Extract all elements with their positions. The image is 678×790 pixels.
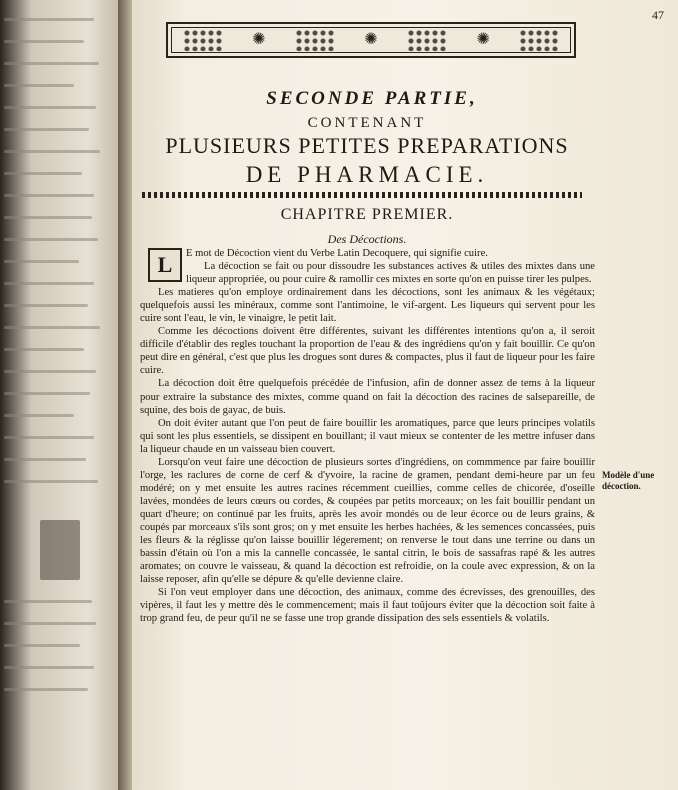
ornament-pattern — [407, 29, 447, 51]
paragraph: Les matieres qu'on employe ordinairement dans les décoctions, sont les animaux & les végétaux; quelquefois aussi les minéraux, comme sont l'antimoine, le vif-argent. Les liqueurs qui servent pour les cuire sont l'eau, le vin, le vinaigre, le petit lait. — [140, 287, 595, 325]
paragraph: Si l'on veut employer dans une décoction, des animaux, comme des écrevisses, des grenouilles, des vipères, il faut les y mettre dès le commencement; mais il faut toûjours éviter que la décoction soit faite à trop grand feu, de peur qu'il ne se fasse une trop grande dissipation des sels essentiels & volatils. — [140, 587, 595, 625]
chapter-heading: CHAPITRE PREMIER. — [280, 206, 454, 223]
part-title: SECONDE PARTIE, — [266, 88, 478, 109]
main-title-line1: PLUSIEURS PETITES PREPARATIONS — [165, 133, 569, 158]
margin-note: Modèle d'une décoction. — [602, 470, 655, 491]
paragraph: Lorsqu'on veut faire une décoction de plusieurs sortes d'ingrédiens, on commmence par faire bouillir l'orge, les raclures de corne de cerf & d'yvoire, la racine de gramen, pendant demi-heure par un feu modéré; on y met ensuite les autres racines récemment cueillies, comme celles de chicorée, d'oseille lavées, mondées de leurs cœurs ou cordes, & coupées par petits morceaux; on les fait bouillir pendant un quart d'heure; on continué par les fruits, après les avoir mondés ou de leur écorce ou de leurs grains, & coupés par morceaux s'ils sont gros; on y met ensuite les herbes hachées, & les semences concassées, puis les fleurs & la réglisse qu'on laisse bouillir légerement; on renverse le tout dans une terrine ou dans un bassin d'étain où l'on a mis la cannelle concassée, le santal citrin, le bois de sassafras rapé & les autres aromates; on couvre le vaisseau, & quand la décoction est refroidie, on la coule avec expression, & on la laisse reposer, afin qu'elle se dépure & qu'elle devienne claire. — [140, 456, 595, 586]
paragraph: On doit éviter autant que l'on peut de faire bouillir les aromatiques, parce que leurs principes volatils qui sont les plus essentiels, se dissipent en bouillant; il vaut mieux se contenter de les mettre infuser dans la liqueur chaude en un vaisseau bien couvert. — [140, 417, 595, 455]
paragraph: La décoction doit être quelquefois précédée de l'infusion, afin de donner assez de tems à la liqueur pour extraire la substance des mixtes, comme quand on fait la décoction des racines de salsepareille, de squine, des bois de gayac, de buis. — [140, 378, 595, 416]
subtitle: CONTENANT — [307, 115, 427, 131]
ornament-pattern — [183, 29, 223, 51]
body-text — [140, 247, 595, 625]
page-number: 47 — [652, 8, 664, 22]
paragraph: E mot de Décoction vient du Verbe Latin Decoquere, qui signifie cuire. — [186, 248, 488, 259]
paragraph: Comme les décoctions doivent être différentes, suivant les différentes intentions qu'on a, il seroit difficile d'établir des regles touchant la proportion de l'eau & des ingrédiens qu'on y fait bouillir. Ce qu'on peut dire en général, c'est que plus les drogues sont dures & compactes, plus il faut de liqueur pour les faire cuire. — [140, 326, 595, 377]
ornament-pattern — [295, 29, 335, 51]
paragraph: La décoction se fait ou pour dissoudre les substances actives & utiles des mixtes dans une liqueur appropriée, ou pour cuire & ramollir ces mixtes en sorte qu'on en puisse tirer les pulpes. — [186, 261, 595, 286]
ornamental-rule — [142, 192, 582, 198]
main-title-line2: DE PHARMACIE. — [245, 162, 489, 187]
ornament-pattern — [519, 29, 559, 51]
header-ornament — [166, 22, 576, 58]
ornament-flower-icon: ✺ — [476, 31, 490, 48]
left-page-blurred — [0, 0, 125, 790]
ornament-flower-icon: ✺ — [252, 31, 266, 48]
section-heading: Des Décoctions. — [327, 232, 407, 246]
right-page — [132, 0, 678, 790]
ornament-flower-icon: ✺ — [364, 31, 378, 48]
drop-cap: L — [148, 248, 182, 282]
